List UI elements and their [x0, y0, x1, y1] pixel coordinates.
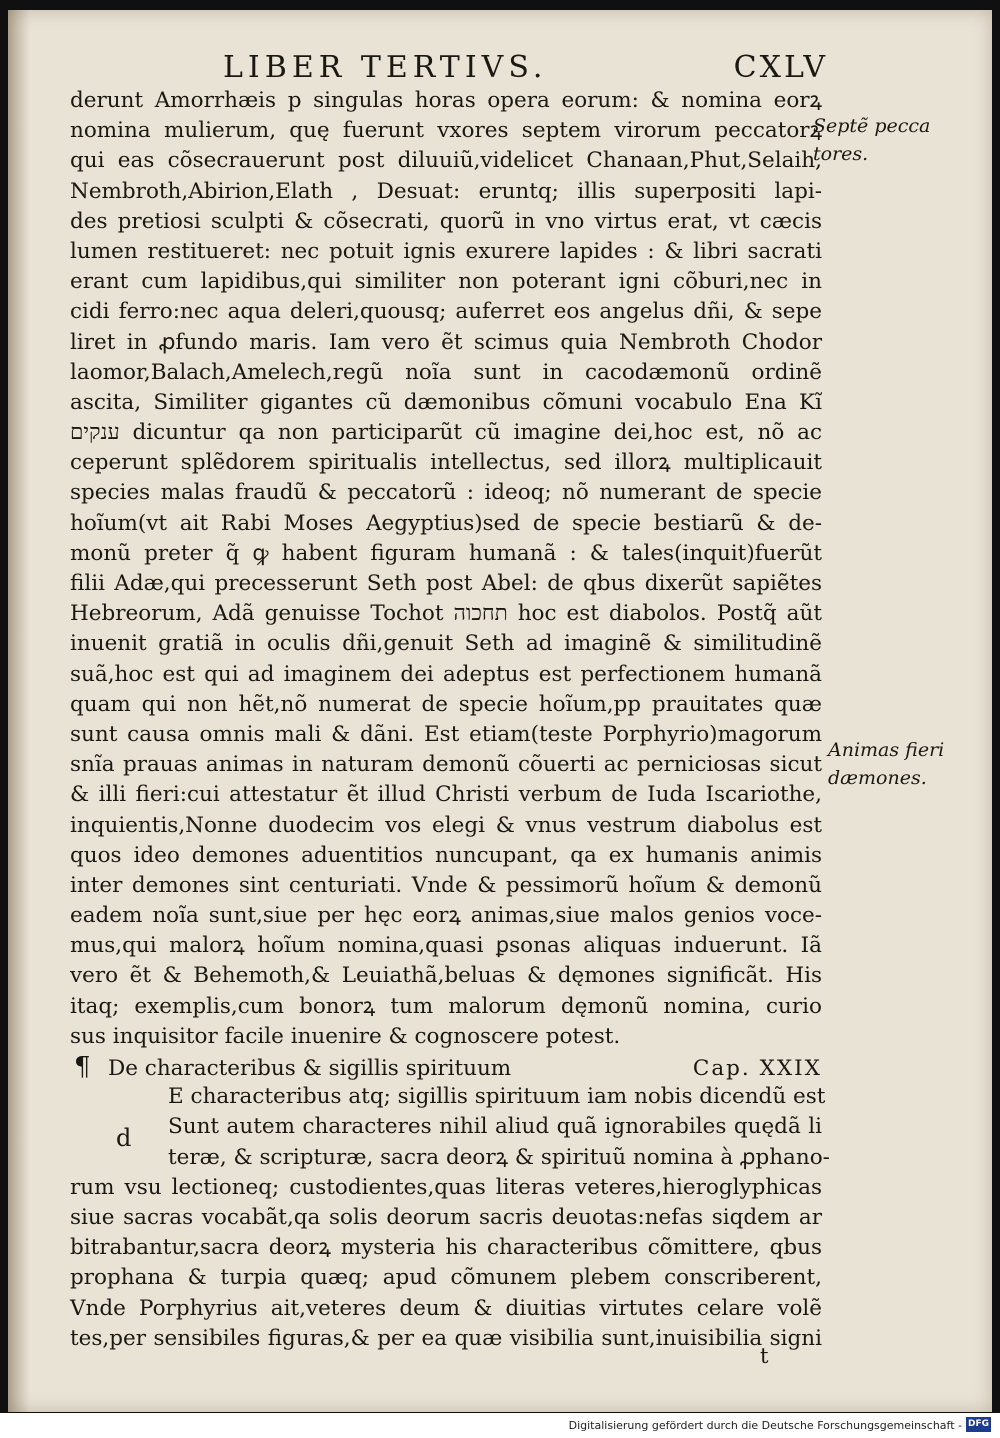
text-line: rum vsu lectioneq; custodientes,quas literas veteres,hieroglyphicas	[70, 1174, 822, 1200]
text-line: snĩa prauas animas in naturam demonũ cõuerti ac perniciosas sicut	[70, 752, 822, 778]
pilcrow-mark: ¶	[74, 1052, 91, 1082]
text-line: quam qui non hẽt,nõ numerat de specie hoĩum,pp prauitates quæ	[70, 691, 822, 717]
text-line: quos ideo demones aduentitios nuncupant, qa ex humanis animis	[70, 842, 822, 868]
funding-credit: Digitalisierung gefördert durch die Deutsche Forschungsgemeinschaft -	[568, 1419, 962, 1432]
text-line: suã,hoc est qui ad imaginem dei adeptus est perfectionem humanã	[70, 661, 822, 687]
text-line: Sunt autem characteres nihil aliud quã ignorabiles quędã li	[168, 1114, 822, 1140]
marginal-note-seven-sinners: Septẽ pecca tores.	[813, 115, 931, 165]
text-line: nomina mulierum, quę fuerunt vxores septem virorum peccatorꝝ	[70, 118, 822, 144]
text-line: hoĩum(vt ait Rabi Moses Aegyptius)sed de specie bestiarũ & de-	[70, 510, 822, 536]
marginal-note-souls-become-demons: Animas fieri dæmones.	[828, 739, 945, 789]
text-line: vero ẽt & Behemoth,& Leuiathã,beluas & dęmones significãt. His	[70, 963, 822, 989]
text-line: Nembroth,Abirion,Elath , Desuat: eruntq; illis superpositi lapi-	[70, 178, 822, 204]
text-line: sunt causa omnis mali & dãni. Est etiam(teste Porphyrio)magorum	[70, 721, 822, 747]
drop-initial-guide-letter: d	[116, 1124, 132, 1153]
text-line: & illi fieri:cui attestatur ẽt illud Christi verbum de Iuda Iscariothe,	[70, 782, 822, 808]
text-line: lumen restitueret: nec potuit ignis exurere lapides : & libri sacrati	[70, 238, 822, 264]
book-page	[8, 10, 992, 1412]
dfg-logo: DFG	[966, 1417, 991, 1432]
text-line: itaq; exemplis,cum bonorꝝ tum malorum dęmonũ nomina, curio	[70, 993, 822, 1019]
text-line: erant cum lapidibus,qui similiter non poterant igni cõburi,nec in	[70, 269, 822, 295]
text-line: derunt Amorrhæis p singulas horas opera eorum: & nomina eorꝝ	[70, 88, 822, 113]
text-line: laomor,Balach,Amelech,regũ noĩa sunt in cacodæmonũ ordinẽ	[70, 359, 822, 385]
text-line: siue sacras vocabãt,qa solis deorum sacris deuotas:nefas siqdem ar	[70, 1204, 822, 1230]
text-line: cidi ferro:nec aqua deleri,quousq; auferret eos angelus dñi, & sepe	[70, 299, 822, 325]
text-line: species malas fraudũ & peccatorũ : ideoq; nõ numerant de specie	[70, 480, 822, 506]
text-line: prophana & turpia quæq; apud cõmunem plebem conscriberent,	[70, 1265, 822, 1291]
text-line: inquientis,Nonne duodecim vos elegi & vnus vestrum diabolus est	[70, 812, 822, 838]
text-line: liret in ꝓfundo maris. Iam vero ẽt scimus quia Nembroth Chodor	[70, 329, 822, 355]
text-line: eadem noĩa sunt,siue per hęc eorꝝ animas,siue malos genios voce-	[70, 903, 822, 929]
text-line: sus inquisitor facile inuenire & cognoscere potest.	[70, 1023, 621, 1049]
text-line: ענקים dicuntur qa non participarũt cũ imagine dei,hoc est, nõ ac	[70, 420, 822, 446]
text-line: inuenit gratiã in oculis dñi,genuit Seth ad imaginẽ & similitudinẽ	[70, 631, 822, 657]
chapter-number: Cap. XXIX	[692, 1056, 822, 1081]
text-line: teræ, & scripturæ, sacra deorꝝ & spirituũ nomina à ꝓphano-	[168, 1144, 830, 1170]
text-line: monũ preter q̃ ꝙ habent figuram humanã : & tales(inquit)fuerũt	[70, 540, 822, 566]
text-line: Hebreorum, Adã genuisse Tochot תחכוה hoc est diabolos. Postq̃ aũt	[70, 601, 822, 627]
digitization-footer	[0, 1413, 1000, 1438]
folio-number: CXLV	[733, 50, 828, 85]
chapter-title: De characteribus & sigillis spirituum	[108, 1056, 512, 1081]
text-line: qui eas cõsecrauerunt post diluuiũ,videlicet Chanaan,Phut,Selaih,	[70, 148, 822, 174]
text-lines-after-chapter	[70, 1082, 830, 1354]
chapter-heading	[70, 1052, 822, 1082]
catchword: t	[760, 1344, 769, 1368]
main-text-block	[70, 86, 830, 1354]
chapter-opening	[70, 1082, 830, 1354]
text-line: tes,per sensibiles figuras,& per ea quæ visibilia sunt,inuisibilia signi	[70, 1325, 822, 1351]
text-line: des pretiosi sculpti & cõsecrati, quorũ in vno virtus erat, vt cæcis	[70, 208, 822, 234]
text-line: ascita, Similiter gigantes cũ dæmonibus cõmuni vocabulo Ena Kĩ	[70, 389, 822, 415]
text-line: bitrabantur,sacra deorꝝ mysteria his characteribus cõmittere, qbus	[70, 1235, 822, 1261]
text-line: Vnde Porphyrius ait,veteres deum & diuitias virtutes celare volẽ	[70, 1295, 822, 1321]
text-line: E characteribus atq; sigillis spirituum iam nobis dicendũ est	[168, 1084, 826, 1110]
text-lines-before-chapter	[70, 86, 822, 1052]
text-line: inter demones sint centuriati. Vnde & pessimorũ hoĩum & demonũ	[70, 872, 822, 898]
text-line: ceperunt splẽdorem spiritualis intellectus, sed illorꝝ multiplicauit	[70, 450, 822, 476]
text-line: mus,qui malorꝝ hoĩum nomina,quasi ꝑsonas aliquas induerunt. Iã	[70, 933, 822, 959]
running-title: LIBER TERTIVS.	[223, 50, 548, 85]
text-line: filii Adæ,qui precesserunt Seth post Abel: de qbus dixerũt sapiẽtes	[70, 571, 822, 596]
